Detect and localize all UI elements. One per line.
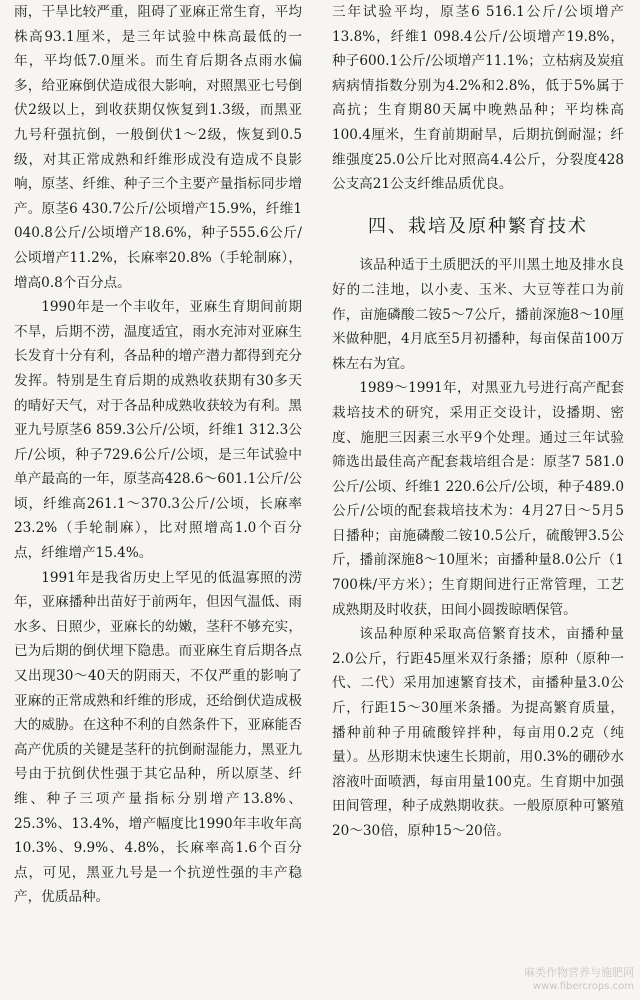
right-paragraph-1: 三年试验平均，原茎6 516.1公斤/公顷增产13.8%，纤维1 098.4公斤/公顷增产19.8%，种子600.1公斤/公顷增产11.1%；立枯病及炭疽病病情指数分别为4.2%和2.8%，低于5%属于高抗；生育期80天属中晚熟品种；平均株高100.4厘米，生育前期耐旱，后期抗倒耐湿；纤维强度25.0公斤比对照高4.4公斤，分裂度428公支高21公支纤维品质优良。 — [332, 4, 624, 193]
watermark-text-cn: 麻类作物营养与施肥网 — [524, 966, 634, 979]
column-divider — [317, 0, 318, 1000]
section-heading: 四、栽培及原种繁育技术 — [368, 215, 588, 237]
left-paragraph-2: 1990年是一个丰收年，亚麻生育期间前期不旱，后期不涝，温度适宜，雨水充沛对亚麻生长发育十分有利，各品种的增产潜力都得到充分发挥。特别是生育后期的成熟收获期有30多天的晴好天气，对于各品种成熟收获较为有利。黑亚九号原茎6 859.3公斤/公顷，纤维1 312.3公斤/公顷，种子729.6公斤/公顷，是三年试验中单产最高的一年，原茎高428.6～601.1公斤/公顷，纤维高261.1～370.3公斤/公顷，长麻率23.2%（手轮制麻），比对照增高1.0个百分点，纤维增产15.4%。 — [14, 299, 302, 562]
left-column — [14, 0, 302, 910]
watermark — [524, 966, 634, 994]
right-column — [332, 0, 624, 844]
left-paragraph-3: 1991年是我省历史上罕见的低温寡照的涝年，亚麻播种出苗好于前两年，但因气温低、雨水多、日照少，亚麻长的幼嫩，茎秆不够充实，已为后期的倒伏埋下隐患。而亚麻生育后期各点又出现30～40天的阴雨天，不仅严重的影响了亚麻的正常成熟和纤维的形成，还给倒伏造成极大的威胁。在这种不利的自然条件下，亚麻能否高产优质的关键是茎秆的抗倒耐湿能力，黑亚九号由于抗倒伏性强于其它品种，所以原茎、纤维、种子三项产量指标分别增产13.8%、25.3%、13.4%，增产幅度比1990年丰收年高10.3%、9.9%、4.8%，长麻率高1.6个百分点，可见，黑亚九号是一个抗逆性强的丰产稳产，优质品种。 — [14, 569, 302, 906]
right-paragraph-4: 该品种原种采取高倍繁育技术，亩播种量2.0公斤，行距45厘米双行条播；原种（原种一代、二代）采用加速繁育技术，亩播种量3.0公斤，行距15～30厘米条播。为提高繁育质量，播种前种子用硫酸锌拌种，每亩用0.2克（纯量）。丛形期末快速生长期前，用0.3%的硼砂水溶液叶面喷洒，每亩用量100克。生育期中加强田间管理，种子成熟期收获。一般原原种可繁殖20～30倍，原种15～20倍。 — [332, 626, 624, 839]
right-paragraph-2: 该品种适于土质肥沃的平川黑土地及排水良好的二洼地，以小麦、玉米、大豆等茬口为前作，亩施磷酸二铵5～7公斤，播前深施8～10厘米做种肥，4月底至5月初播种，每亩保苗100万株左右为宜。 — [332, 257, 624, 372]
right-paragraph-3: 1989～1991年，对黑亚九号进行高产配套栽培技术的研究，采用正交设计，设播期、密度、施肥三因素三水平9个处理。通过三年试验筛选出最佳高产配套栽培组合是：原茎7 581.0公斤/公顷、纤维1 220.6公斤/公顷，种子489.0公斤/公顷的配套栽培技术为：4月27日～5月5日播种；亩施磷酸二铵10.5公斤，硫酸钾3.5公斤，播前深施8～10厘米；亩播种量8.0公斤（1 700株/平方米）；生育期间进行正常管理，工艺成熟期及时收获，田间小圆拨晾晒保管。 — [332, 380, 624, 618]
left-paragraph-1: 雨，干旱比较严重，阻碍了亚麻正常生育，平均株高93.1厘米，是三年试验中株高最低的一年，平均低7.0厘米。而生育后期各点雨水偏多，给亚麻倒伏造成很大影响，对照黑亚七号倒伏2级以上，到收获期仅恢复到1.3级，而黑亚九号秆强抗倒，一般倒伏1～2级，恢复到0.5级，对其正常成熟和纤维形成没有造成不良影响，原茎、纤维、种子三个主要产量指标同步增产。原茎6 430.7公斤/公顷增产15.9%，纤维1 040.8公斤/公顷增产18.6%，种子555.6公斤/公顷增产11.2%，长麻率20.8%（手轮制麻），增高0.8个百分点。 — [14, 4, 302, 291]
watermark-text-en: www.fibercrops.com — [532, 981, 634, 992]
